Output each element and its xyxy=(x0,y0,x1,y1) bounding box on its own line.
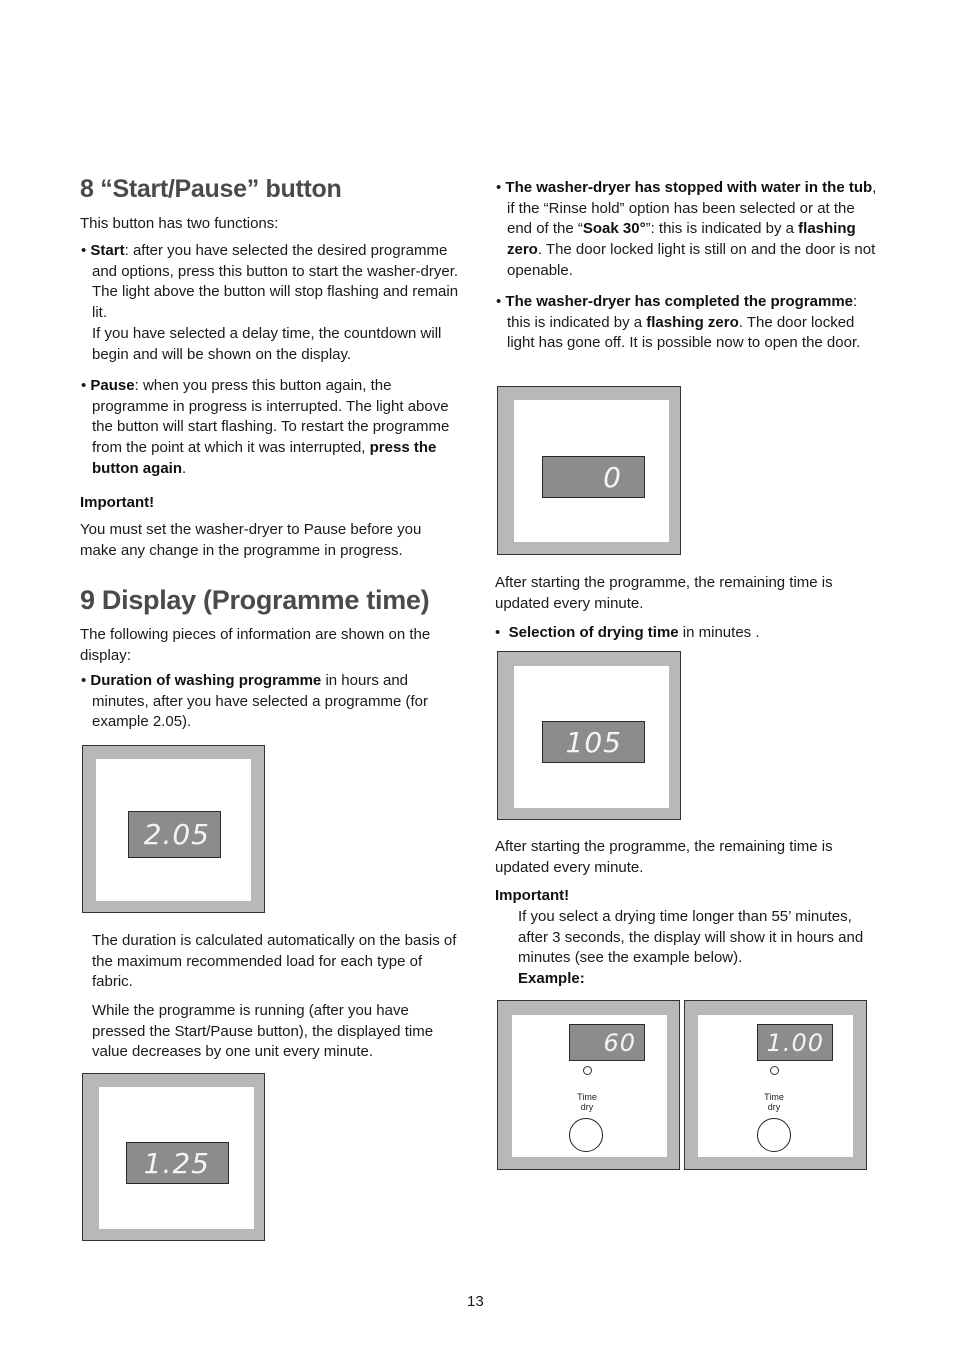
time-dry-label xyxy=(754,1092,794,1112)
drying-text: in minutes . xyxy=(678,624,760,641)
running-note: While the programme is running (after you have pressed the Start/Pause button), the displayed time value decreases by one unit every minute. xyxy=(92,1002,434,1061)
time-dry-button[interactable] xyxy=(757,1118,791,1152)
water-bullet: • The washer-dryer has stopped with water in the tub, if the “Rinse hold” option has been selected or at the end of the “Soak 30°”: this is indicated by a flashing zero. The door locked light is still on and the door is not openable. xyxy=(496,179,877,279)
completed-text-1: : this is indicated by a xyxy=(507,293,858,331)
important-heading-right xyxy=(495,886,569,907)
after-start-note-2: After starting the programme, the remaining time is updated every minute. xyxy=(495,838,833,876)
water-text-3: . The door locked light is still on and the door is not openable. xyxy=(507,241,876,279)
lcd-display-duration: 2.05 xyxy=(128,811,221,858)
panel-face xyxy=(512,1015,667,1157)
example-panel-100 xyxy=(684,1000,867,1170)
lcd-display-running: 1.25 xyxy=(126,1142,229,1184)
lcd-display-100: 1.00 xyxy=(757,1024,833,1061)
section-8-intro: This button has two functions: xyxy=(80,215,279,232)
flashing-zero-2: flashing zero xyxy=(646,313,739,331)
start-text: : after you have selected the desired programme and options, press this button to start the washer-dryer. The light above the button will stop flashing and remain lit. xyxy=(92,242,459,322)
duration-label: Duration of washing programme xyxy=(90,672,322,689)
pause-text: : when you press this button again, the programme in progress is interrupted. The light above the button will start flashing. To restart the programme from the point at which it was interrupted, xyxy=(92,377,450,457)
lcd-display-zero: 0 xyxy=(542,456,645,498)
pause-label: Pause xyxy=(90,377,135,394)
section-8-title: 8 “Start/Pause” button xyxy=(80,175,342,203)
example-panel-60 xyxy=(497,1000,680,1170)
panel-face xyxy=(514,666,669,808)
indicator-light xyxy=(583,1066,592,1075)
flashing-zero-1: flashing zero xyxy=(507,220,856,259)
start-bullet: • Start: after you have selected the desired programme and options, press this button to start the washer-dryer. The light above the button will stop flashing and remain lit. If you have selected a delay time, the countdown will begin and will be shown on the display. xyxy=(80,241,465,365)
start-text-2: If you have selected a delay time, the countdown will begin and will be shown on the display. xyxy=(92,324,442,363)
lcd-display-60: 60 xyxy=(569,1024,645,1061)
water-bold: The washer-dryer has stopped with water in the tub xyxy=(505,179,873,196)
display-panel-running xyxy=(82,1073,265,1241)
section-9-intro: The following pieces of information are shown on the display: xyxy=(80,626,431,664)
important-title-left: Important! xyxy=(80,494,155,511)
page-number: 13 xyxy=(467,1293,484,1310)
time-label: Time xyxy=(764,1092,784,1102)
section-9-title: 9 Display (Programme time) xyxy=(80,585,430,615)
dry-label: dry xyxy=(580,1102,594,1112)
indicator-light xyxy=(770,1066,779,1075)
display-panel-duration xyxy=(82,745,265,913)
time-dry-label xyxy=(567,1092,607,1112)
lcd-display-drying: 105 xyxy=(542,721,645,763)
time-dry-button[interactable] xyxy=(569,1118,603,1152)
duration-text: in hours and minutes, after you have selected a programme (for example 2.05). xyxy=(92,672,428,731)
after-start-note-1: After starting the programme, the remaining time is updated every minute. xyxy=(495,574,833,612)
important-text-right: If you select a drying time longer than 55’ minutes, after 3 seconds, the display will show it in hours and minutes (see the example below). xyxy=(518,908,864,967)
start-label: Start xyxy=(90,242,125,259)
important-text-left: You must set the washer-dryer to Pause before you make any change in the programme in progress. xyxy=(80,521,422,559)
panel-face xyxy=(99,1087,254,1229)
important-heading-left xyxy=(80,493,154,514)
panel-face xyxy=(96,759,251,901)
dry-label: dry xyxy=(767,1102,781,1112)
pause-end: . xyxy=(182,459,187,477)
panel-face xyxy=(698,1015,853,1157)
water-text-2: ”: this is indicated by a xyxy=(645,220,799,238)
duration-bullet: • Duration of washing programme in hours and minutes, after you have selected a programme (for example 2.05). xyxy=(81,672,428,731)
drying-bold: Selection of drying time xyxy=(508,624,679,641)
duration-note: The duration is calculated automatically on the basis of the maximum recommended load for each type of fabric. xyxy=(92,932,457,991)
important-title-right: Important! xyxy=(495,887,570,904)
completed-text-2: . The door locked light has gone off. It is possible now to open the door. xyxy=(507,313,861,352)
display-panel-drying xyxy=(497,651,681,820)
display-panel-zero xyxy=(497,386,681,555)
completed-bold: The washer-dryer has completed the programme xyxy=(505,293,854,310)
panel-face xyxy=(514,400,669,542)
example-heading xyxy=(518,969,585,990)
pause-bold-end: press the button again xyxy=(92,439,437,477)
example-label: Example: xyxy=(518,970,585,987)
time-label: Time xyxy=(577,1092,597,1102)
drying-bullet: • Selection of drying time in minutes . xyxy=(495,624,760,641)
pause-bullet: • Pause: when you press this button again, the programme in progress is interrupted. The light above the button will start flashing. To restart the programme from the point at which it was interrupted, press the button again. xyxy=(81,377,450,477)
soak-bold: Soak 30° xyxy=(582,220,646,238)
water-text-1: , if the “Rinse hold” option has been selected or at the end of the “ xyxy=(507,179,877,238)
completed-bullet: • The washer-dryer has completed the programme: this is indicated by a flashing zero. The door locked light has gone off. It is possible now to open the door. xyxy=(496,293,861,352)
